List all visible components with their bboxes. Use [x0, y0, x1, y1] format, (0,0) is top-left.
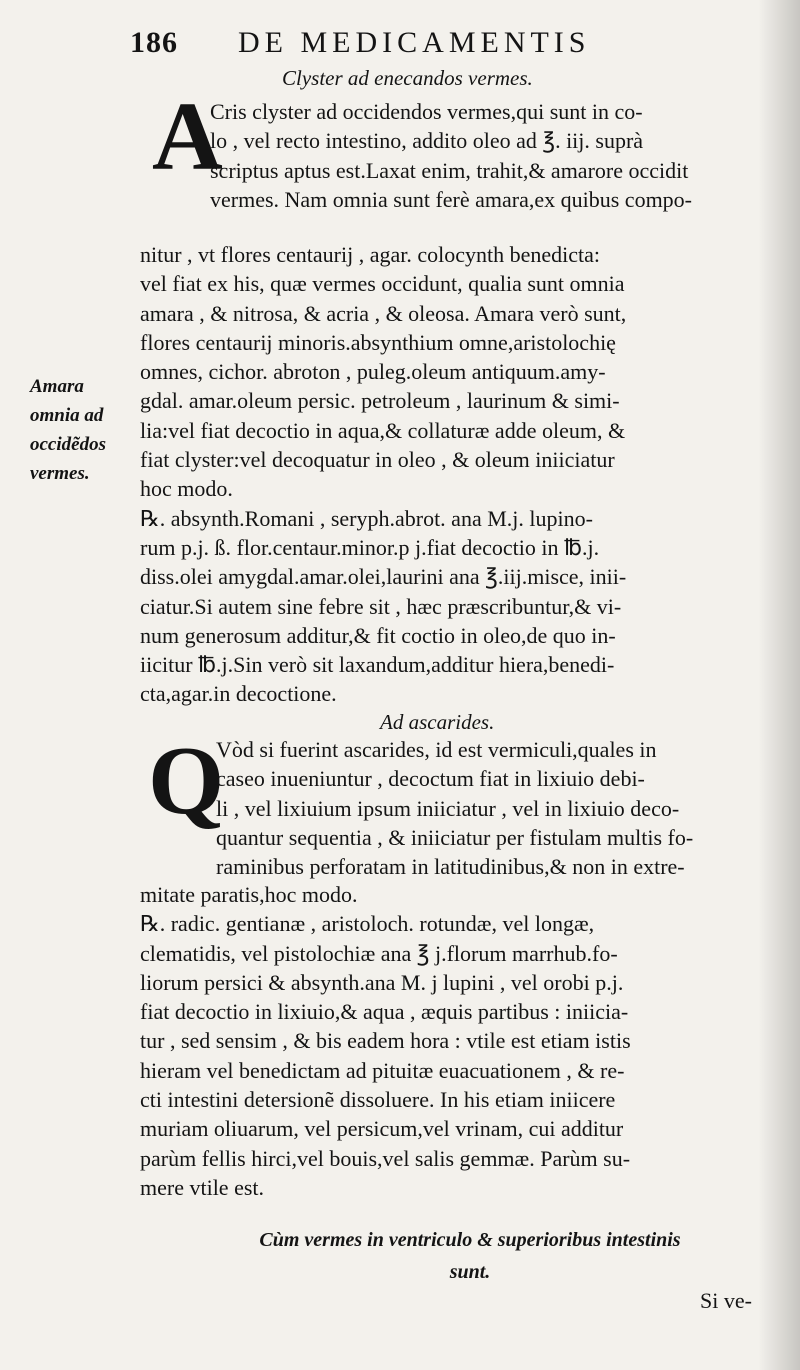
- text-line: muriam oliuarum, vel persicum,vel vrinam, cui additur: [140, 1116, 624, 1142]
- text-line: diss.olei amygdal.amar.olei,laurini ana ℥.iij.misce, inii-: [140, 564, 627, 590]
- text-line: amara , & nitrosa, & acria , & oleosa. Amara verò sunt,: [140, 300, 627, 326]
- text-line: ℞. radic. gentianæ , aristoloch. rotundæ, vel longæ,: [140, 911, 595, 937]
- text-line: rum p.j. ß. flor.centaur.minor.p j.fiat decoctio in ℔.j.: [140, 534, 600, 560]
- text-line: hieram vel benedictam ad pituitæ euacuationem , & re-: [140, 1057, 625, 1083]
- page-number: 186: [130, 26, 178, 59]
- text-line: quantur sequentia , & iniiciatur per fistulam multis fo-: [216, 824, 694, 850]
- text-line: caseo inueniuntur , decoctum fiat in lixiuio debi-: [216, 766, 645, 792]
- paragraph-clyster-body: [140, 240, 626, 709]
- text-line: vel fiat ex his, quæ vermes occidunt, qualia sunt omnia: [140, 271, 625, 297]
- text-line: cta,agar.in decoctione.: [140, 681, 337, 707]
- section-title-clyster: Clyster ad enecandos vermes.: [282, 66, 533, 90]
- text-line: ciatur.Si autem sine febre sit , hæc præscribuntur,& vi-: [140, 593, 622, 619]
- paragraph-ascarides-body: [140, 880, 631, 1202]
- text-line: iicitur ℔.j.Sin verò sit laxandum,additur hiera,benedi-: [140, 652, 615, 678]
- paragraph-clyster-intro: [210, 97, 692, 214]
- marginal-note-line: vermes.: [30, 463, 90, 484]
- text-line: gdal. amar.oleum persic. petroleum , laurinum & simi-: [140, 388, 620, 414]
- text-line: Cris clyster ad occidendos vermes,qui sunt in co-: [210, 99, 643, 124]
- text-line: li , vel lixiuium ipsum iniiciatur , vel in lixiuio deco-: [216, 795, 680, 821]
- text-line: fiat clyster:vel decoquatur in oleo , & oleum iniiciatur: [140, 447, 615, 473]
- marginal-note-line: omnia ad: [30, 405, 104, 426]
- text-line: tur , sed sensim , & bis eadem hora : vtile est etiam istis: [140, 1028, 631, 1054]
- section-title-ascarides: Ad ascarides.: [380, 710, 495, 734]
- catchword: Si ve-: [700, 1288, 752, 1313]
- section-title-ventriculo: Cùm vermes in ventriculo & superioribus intestinis sunt.: [259, 1229, 681, 1283]
- text-line: omnes, cichor. abroton , puleg.oleum antiquum.amy-: [140, 359, 606, 385]
- text-line: clematidis, vel pistolochiæ ana ℥ j.florum marrhub.fo-: [140, 940, 618, 966]
- marginal-note: [30, 372, 106, 488]
- dropcap-q: Q: [148, 727, 225, 835]
- running-head: DE MEDICAMENTIS: [238, 26, 591, 59]
- page-header: [130, 24, 730, 68]
- text-line: raminibus perforatam in latitudinibus,& non in extre-: [216, 854, 685, 880]
- text-line: vermes. Nam omnia sunt ferè amara,ex quibus compo-: [210, 186, 693, 212]
- text-line: liorum persici & absynth.ana M. j lupini , vel orobi p.j.: [140, 969, 624, 995]
- marginal-note-line: Amara: [30, 376, 84, 397]
- paragraph-ascarides-intro: [216, 735, 693, 881]
- text-line: parùm fellis hirci,vel bouis,vel salis gemmæ. Parùm su-: [140, 1145, 631, 1171]
- dropcap-a: A: [152, 83, 223, 191]
- text-line: hoc modo.: [140, 476, 233, 502]
- text-line: nitur , vt flores centaurij , agar. colocynth benedicta:: [140, 242, 601, 267]
- marginal-note-line: occidẽdos: [30, 434, 106, 455]
- text-line: lo , vel recto intestino, addito oleo ad ℥. iij. suprà: [210, 128, 644, 154]
- text-line: scriptus aptus est.Laxat enim, trahit,& amarore occidit: [210, 157, 689, 183]
- text-line: num generosum additur,& fit coctio in oleo,de quo in-: [140, 622, 616, 648]
- text-line: Vòd si fuerint ascarides, id est vermiculi,quales in: [216, 737, 657, 762]
- text-line: mitate paratis,hoc modo.: [140, 882, 358, 907]
- text-line: ℞. absynth.Romani , seryph.abrot. ana M.j. lupino-: [140, 505, 593, 531]
- text-line: fiat decoctio in lixiuio,& aqua , æquis partibus : iniicia-: [140, 999, 629, 1025]
- text-line: mere vtile est.: [140, 1174, 265, 1200]
- text-line: cti intestini detersionẽ dissoluere. In his etiam iniicere: [140, 1087, 616, 1113]
- text-line: lia:vel fiat decoctio in aqua,& collaturæ adde oleum, &: [140, 417, 626, 443]
- page-edge-shadow: [758, 0, 800, 1370]
- text-line: flores centaurij minoris.absynthium omne,aristolochię: [140, 329, 616, 355]
